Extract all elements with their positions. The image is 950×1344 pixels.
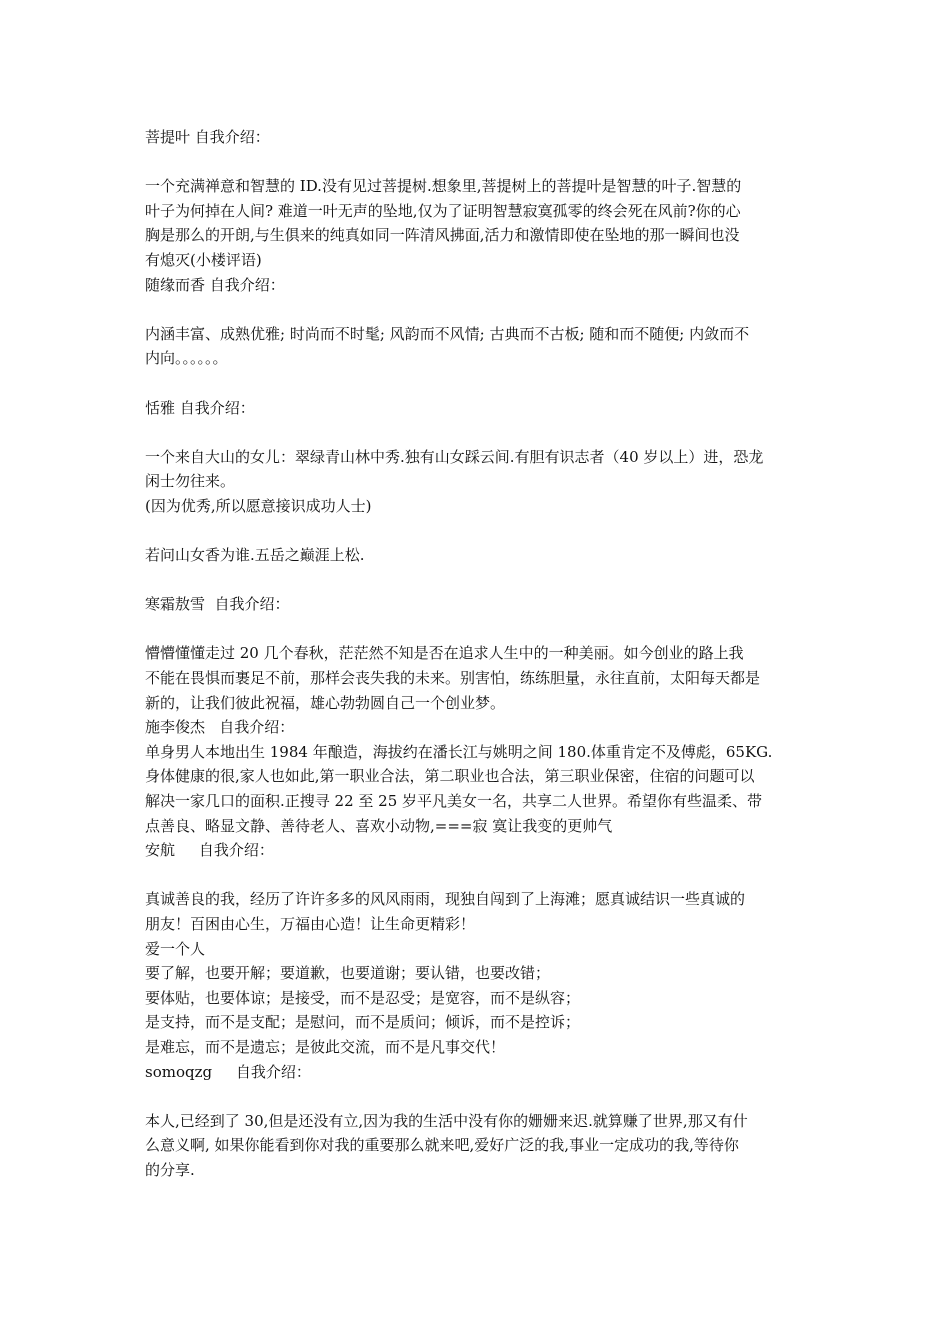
text-line: 菩提叶 自我介绍：	[145, 128, 270, 146]
blank-line	[145, 371, 810, 396]
text-line: 安航 自我介绍：	[145, 841, 274, 860]
text-line: 一个来自大山的女儿：翠绿青山林中秀.独有山女踩云间.有胆有识志者（40 岁以上）进，恐龙	[145, 447, 764, 466]
text-line: 是难忘，而不是遗忘；是彼此交流，而不是凡事交代！	[145, 1037, 506, 1056]
text-line: 随缘而香 自我介绍：	[145, 275, 285, 294]
document-body	[145, 125, 810, 1183]
text-line: 一个充满禅意和智慧的 ID.没有见过菩提树.想象里,菩提树上的菩提叶是智慧的叶子.智慧的	[145, 177, 742, 196]
text-line: 点善良、略显文静、善待老人、喜欢小动物,===寂 寞让我变的更帅气	[145, 816, 613, 835]
blank-line	[145, 863, 810, 888]
blank-line	[145, 297, 810, 322]
blank-line	[145, 420, 810, 445]
text-line: 叶子为何掉在人间? 难道一叶无声的坠地,仅为了证明智慧寂寞孤零的终会死在风前?你的心	[145, 201, 741, 220]
text-line: 真诚善良的我，经历了许许多多的风风雨雨，现独自闯到了上海滩；愿真诚结识一些真诚的	[145, 890, 746, 909]
text-line: 懵懵懂懂走过 20 几个春秋，茫茫然不知是否在追求人生中的一种美丽。如今创业的路上我	[145, 644, 744, 663]
text-line: 要体贴，也要体谅；是接受，而不是忍受；是宽容，而不是纵容；	[145, 988, 581, 1007]
text-line: 胸是那么的开朗,与生俱来的纯真如同一阵清风拂面,活力和激情即使在坠地的那一瞬间也没	[145, 226, 740, 245]
text-line: somoqzg 自我介绍：	[145, 1062, 311, 1081]
text-line: 爱一个人	[145, 939, 206, 958]
text-line: 恬雅 自我介绍：	[145, 398, 255, 417]
text-line: 朋友！百困由心生，万福由心造！让生命更精彩！	[145, 915, 476, 933]
text-line: 内涵丰富、成熟优雅; 时尚而不时髦; 风韵而不风情; 古典而不古板; 随和而不随便; 内敛而不	[145, 324, 750, 343]
text-line: 的分享.	[145, 1160, 195, 1179]
text-line: 本人,已经到了 30,但是还没有立,因为我的生活中没有你的姗姗来迟.就算赚了世界,那又有什	[145, 1111, 748, 1130]
text-line: 是支持，而不是支配；是慰问，而不是质问；倾诉，而不是控诉；	[145, 1013, 581, 1032]
blank-line	[145, 617, 810, 642]
text-line: 新的，让我们彼此祝福，雄心勃勃圆自己一个创业梦。	[145, 693, 506, 712]
text-line: 施李俊杰 自我介绍：	[145, 718, 295, 737]
text-line: 解决一家几口的面积.正搜寻 22 至 25 岁平凡美女一名，共享二人世界。希望你有些温柔、带	[145, 792, 763, 811]
text-line: 有熄灭(小楼评语)	[145, 250, 262, 269]
text-line: 要了解，也要开解；要道歉，也要道谢；要认错，也要改错；	[145, 964, 551, 983]
blank-line	[145, 568, 810, 593]
text-line: 闲士勿往来。	[145, 472, 236, 491]
text-line: 不能在畏惧而裹足不前，那样会丧失我的未来。别害怕，练练胆量，永往直前，太阳每天都是	[145, 669, 761, 688]
text-line: 身体健康的很,家人也如此,第一职业合法，第二职业也合法，第三职业保密，住宿的问题可以	[145, 767, 755, 786]
blank-line	[145, 150, 810, 175]
text-line: 若问山女香为谁.五岳之巅涯上松.	[145, 546, 365, 565]
text-line: (因为优秀,所以愿意接识成功人士)	[145, 496, 372, 515]
text-line: 单身男人本地出生 1984 年酿造，海拔约在潘长江与姚明之间 180.体重肯定不及傅彪，65KG.	[145, 742, 773, 761]
text-line: 么意义啊, 如果你能看到你对我的重要那么就来吧,爱好广泛的我,事业一定成功的我,等待你	[145, 1136, 739, 1155]
text-line: 内向。。。。。。	[145, 349, 228, 368]
blank-line	[145, 519, 810, 544]
text-line: 寒霜敖雪 自我介绍：	[145, 595, 290, 614]
blank-line	[145, 1084, 810, 1109]
